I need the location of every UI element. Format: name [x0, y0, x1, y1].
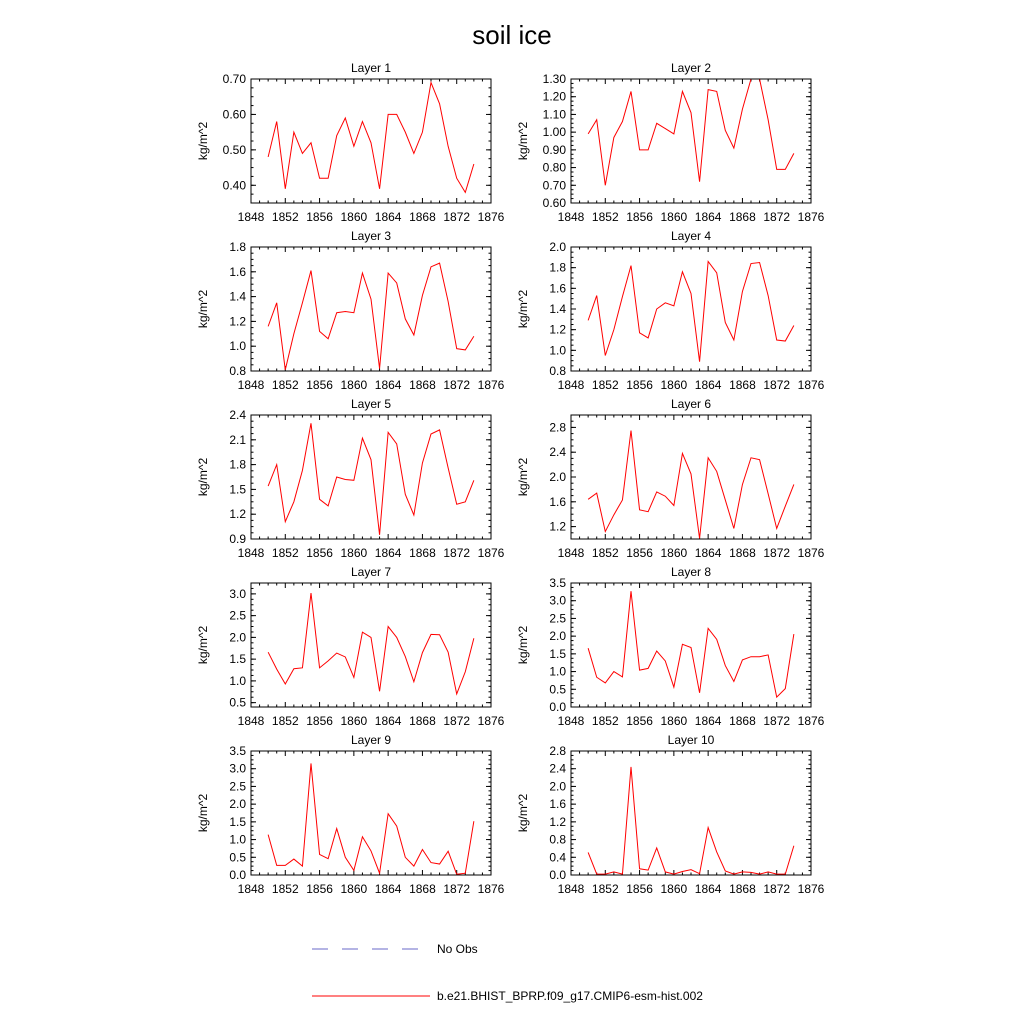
- y-tick-label: 3.0: [549, 593, 566, 608]
- x-tick-label: 1864: [374, 882, 402, 896]
- x-tick-label: 1852: [271, 378, 299, 392]
- y-axis-label: kg/m^2: [196, 457, 210, 497]
- x-tick-label: 1852: [271, 714, 299, 728]
- y-axis-label: kg/m^2: [196, 121, 210, 161]
- x-tick-label: 1860: [660, 882, 688, 896]
- y-axis-label: kg/m^2: [516, 121, 530, 161]
- panel-layer-4: [516, 229, 825, 392]
- y-axis-label: kg/m^2: [516, 793, 530, 833]
- panel-layer-2: [516, 61, 825, 224]
- y-tick-label: 0.0: [549, 868, 566, 882]
- x-tick-label: 1852: [591, 714, 619, 728]
- x-tick-label: 1848: [237, 714, 265, 728]
- x-tick-label: 1864: [694, 546, 722, 560]
- x-tick-label: 1848: [557, 714, 585, 728]
- x-tick-label: 1868: [729, 882, 756, 896]
- x-tick-label: 1864: [374, 714, 402, 728]
- x-tick-label: 1868: [409, 378, 436, 392]
- y-tick-label: 1.6: [549, 281, 566, 296]
- x-tick-label: 1852: [591, 378, 619, 392]
- y-tick-label: 0.40: [222, 178, 246, 193]
- y-tick-label: 0.4: [549, 850, 566, 865]
- panels: [196, 61, 825, 896]
- y-tick-label: 1.6: [229, 264, 246, 279]
- panel-layer-6: [516, 397, 825, 560]
- panel-layer-3: [196, 229, 505, 392]
- y-tick-label: 0.80: [542, 160, 566, 175]
- x-tick-label: 1876: [477, 714, 505, 728]
- series-line: [268, 423, 474, 535]
- panel-layer-8: [516, 565, 825, 728]
- y-tick-label: 1.0: [549, 664, 566, 679]
- figure-title: soil ice: [472, 20, 552, 50]
- panel-layer-5: [196, 397, 505, 560]
- panel-layer-1: [196, 61, 505, 224]
- series-line: [588, 591, 794, 697]
- y-tick-label: 3.5: [549, 576, 566, 590]
- x-tick-label: 1860: [340, 378, 368, 392]
- x-tick-label: 1852: [271, 882, 299, 896]
- x-tick-label: 1868: [729, 546, 756, 560]
- y-tick-label: 0.70: [222, 72, 246, 86]
- x-tick-label: 1876: [797, 378, 825, 392]
- y-tick-label: 3.0: [229, 586, 246, 601]
- x-tick-label: 1864: [374, 546, 402, 560]
- x-tick-label: 1872: [763, 210, 791, 224]
- x-tick-label: 1872: [443, 882, 471, 896]
- x-tick-label: 1856: [306, 714, 333, 728]
- y-tick-label: 2.5: [549, 611, 566, 626]
- y-tick-label: 1.20: [542, 89, 566, 104]
- y-tick-label: 1.8: [229, 457, 246, 472]
- y-axis-label: kg/m^2: [516, 289, 530, 329]
- x-tick-label: 1860: [660, 210, 688, 224]
- x-tick-label: 1852: [591, 546, 619, 560]
- x-tick-label: 1872: [763, 882, 791, 896]
- panel-title: Layer 3: [350, 229, 392, 243]
- y-tick-label: 1.0: [229, 673, 246, 688]
- y-tick-label: 0.5: [549, 682, 566, 697]
- plot-frame: [251, 583, 491, 707]
- y-tick-label: 1.0: [229, 832, 246, 847]
- plot-frame: [571, 751, 811, 875]
- x-tick-label: 1848: [557, 882, 585, 896]
- series-line: [268, 763, 474, 874]
- y-tick-label: 1.5: [229, 814, 246, 829]
- x-tick-label: 1848: [557, 378, 585, 392]
- x-tick-label: 1876: [797, 882, 825, 896]
- x-tick-label: 1848: [237, 546, 265, 560]
- series-line: [268, 263, 474, 370]
- x-tick-label: 1860: [340, 882, 368, 896]
- panel-title: Layer 2: [670, 61, 712, 75]
- panel-layer-7: [196, 565, 505, 728]
- y-tick-label: 1.2: [549, 814, 566, 829]
- x-tick-label: 1868: [409, 210, 436, 224]
- y-tick-label: 1.10: [542, 107, 566, 122]
- y-tick-label: 3.5: [229, 744, 246, 758]
- x-tick-label: 1876: [477, 882, 505, 896]
- y-tick-label: 1.30: [542, 72, 566, 86]
- y-tick-label: 1.2: [549, 519, 566, 534]
- x-tick-label: 1852: [271, 546, 299, 560]
- y-tick-label: 1.4: [549, 302, 566, 316]
- plot-frame: [251, 415, 491, 539]
- plot-frame: [571, 247, 811, 371]
- panel-title: Layer 5: [350, 397, 392, 411]
- x-tick-label: 1868: [409, 714, 436, 728]
- x-tick-label: 1868: [729, 378, 756, 392]
- x-tick-label: 1876: [797, 714, 825, 728]
- panel-title: Layer 1: [350, 61, 392, 75]
- y-tick-label: 1.4: [229, 289, 246, 304]
- panel-title: Layer 4: [670, 229, 712, 243]
- x-tick-label: 1848: [557, 546, 585, 560]
- y-tick-label: 1.2: [229, 314, 246, 329]
- y-tick-label: 2.1: [229, 432, 246, 447]
- y-tick-label: 1.5: [229, 652, 246, 667]
- y-tick-label: 3.0: [229, 761, 246, 776]
- x-tick-label: 1860: [660, 714, 688, 728]
- legend: [312, 942, 703, 1003]
- y-tick-label: 2.4: [549, 445, 566, 460]
- y-axis-label: kg/m^2: [196, 289, 210, 329]
- x-tick-label: 1860: [340, 546, 368, 560]
- x-tick-label: 1856: [626, 714, 653, 728]
- series-line: [268, 83, 474, 193]
- x-tick-label: 1848: [237, 210, 265, 224]
- x-tick-label: 1872: [443, 546, 471, 560]
- x-tick-label: 1872: [443, 714, 471, 728]
- series-line: [268, 593, 474, 694]
- x-tick-label: 1860: [660, 378, 688, 392]
- y-tick-label: 1.8: [549, 260, 566, 275]
- y-tick-label: 2.0: [549, 779, 566, 794]
- x-tick-label: 1872: [763, 546, 791, 560]
- series-line: [588, 431, 794, 539]
- y-tick-label: 0.90: [542, 142, 566, 157]
- y-tick-label: 0.60: [222, 107, 246, 122]
- y-tick-label: 2.4: [229, 408, 246, 422]
- y-tick-label: 1.8: [229, 240, 246, 254]
- x-tick-label: 1868: [729, 714, 756, 728]
- x-tick-label: 1876: [477, 210, 505, 224]
- x-tick-label: 1864: [694, 882, 722, 896]
- y-tick-label: 0.8: [549, 832, 566, 847]
- y-tick-label: 2.5: [229, 608, 246, 623]
- x-tick-label: 1852: [591, 210, 619, 224]
- y-tick-label: 0.8: [549, 364, 566, 378]
- y-tick-label: 1.0: [549, 343, 566, 358]
- x-tick-label: 1848: [237, 378, 265, 392]
- panel-layer-10: [516, 733, 825, 896]
- y-tick-label: 2.0: [229, 797, 246, 812]
- y-tick-label: 0.5: [229, 695, 246, 710]
- x-tick-label: 1848: [237, 882, 265, 896]
- x-tick-label: 1856: [626, 882, 653, 896]
- plot-frame: [251, 79, 491, 203]
- x-tick-label: 1856: [626, 546, 653, 560]
- x-tick-label: 1856: [626, 210, 653, 224]
- y-tick-label: 0.50: [222, 142, 246, 157]
- y-tick-label: 1.0: [229, 339, 246, 354]
- x-tick-label: 1864: [694, 210, 722, 224]
- x-tick-label: 1856: [626, 378, 653, 392]
- x-tick-label: 1876: [477, 378, 505, 392]
- panel-title: Layer 6: [670, 397, 712, 411]
- panel-title: Layer 9: [350, 733, 392, 747]
- x-tick-label: 1872: [443, 378, 471, 392]
- plot-frame: [571, 79, 811, 203]
- x-tick-label: 1872: [443, 210, 471, 224]
- x-tick-label: 1872: [763, 378, 791, 392]
- series-line: [588, 261, 794, 361]
- x-tick-label: 1868: [409, 882, 436, 896]
- x-tick-label: 1868: [409, 546, 436, 560]
- y-tick-label: 2.8: [549, 420, 566, 435]
- y-tick-label: 2.8: [549, 744, 566, 758]
- x-tick-label: 1864: [374, 378, 402, 392]
- x-tick-label: 1868: [729, 210, 756, 224]
- y-tick-label: 2.0: [549, 629, 566, 644]
- x-tick-label: 1856: [306, 210, 333, 224]
- y-tick-label: 1.2: [229, 507, 246, 522]
- x-tick-label: 1860: [660, 546, 688, 560]
- x-tick-label: 1876: [797, 210, 825, 224]
- y-tick-label: 1.6: [549, 494, 566, 509]
- legend-label-model: b.e21.BHIST_BPRP.f09_g17.CMIP6-esm-hist.002: [437, 989, 703, 1003]
- y-tick-label: 0.0: [229, 868, 246, 882]
- y-tick-label: 2.0: [229, 630, 246, 645]
- y-tick-label: 0.9: [229, 532, 246, 546]
- panel-title: Layer 10: [667, 733, 715, 747]
- panel-title: Layer 7: [350, 565, 392, 579]
- y-tick-label: 1.5: [549, 646, 566, 661]
- x-tick-label: 1856: [306, 546, 333, 560]
- y-axis-label: kg/m^2: [196, 625, 210, 665]
- x-tick-label: 1852: [591, 882, 619, 896]
- x-tick-label: 1872: [763, 714, 791, 728]
- y-tick-label: 0.60: [542, 196, 566, 210]
- y-axis-label: kg/m^2: [516, 625, 530, 665]
- x-tick-label: 1856: [306, 882, 333, 896]
- plot-frame: [251, 247, 491, 371]
- y-tick-label: 0.8: [229, 364, 246, 378]
- y-tick-label: 2.5: [229, 779, 246, 794]
- x-tick-label: 1848: [557, 210, 585, 224]
- x-tick-label: 1856: [306, 378, 333, 392]
- x-tick-label: 1864: [694, 714, 722, 728]
- x-tick-label: 1852: [271, 210, 299, 224]
- y-tick-label: 2.4: [549, 761, 566, 776]
- y-tick-label: 0.0: [549, 700, 566, 714]
- y-axis-label: kg/m^2: [196, 793, 210, 833]
- x-tick-label: 1864: [374, 210, 402, 224]
- y-tick-label: 0.70: [542, 178, 566, 193]
- x-tick-label: 1876: [477, 546, 505, 560]
- plot-frame: [251, 751, 491, 875]
- legend-label-no-obs: No Obs: [437, 942, 478, 956]
- y-axis-label: kg/m^2: [516, 457, 530, 497]
- y-tick-label: 1.5: [229, 482, 246, 497]
- series-line: [588, 767, 794, 874]
- y-tick-label: 2.0: [549, 240, 566, 254]
- x-tick-label: 1860: [340, 210, 368, 224]
- y-tick-label: 0.5: [229, 850, 246, 865]
- y-tick-label: 1.00: [542, 125, 566, 140]
- panel-layer-9: [196, 733, 505, 896]
- series-line: [588, 79, 794, 185]
- x-tick-label: 1876: [797, 546, 825, 560]
- x-tick-label: 1864: [694, 378, 722, 392]
- y-tick-label: 1.6: [549, 797, 566, 812]
- y-tick-label: 2.0: [549, 470, 566, 484]
- y-tick-label: 1.2: [549, 322, 566, 337]
- x-tick-label: 1860: [340, 714, 368, 728]
- panel-title: Layer 8: [670, 565, 712, 579]
